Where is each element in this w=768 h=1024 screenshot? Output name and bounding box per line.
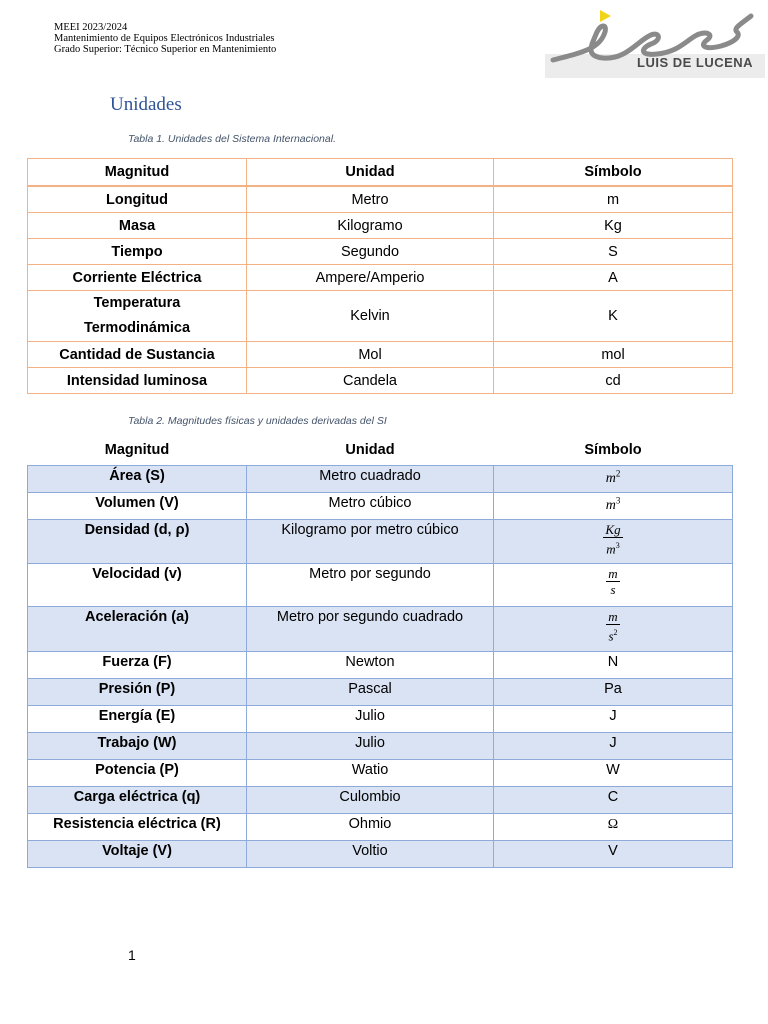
symbol-fraction: $\frac{m}{s^2}$ bbox=[608, 609, 618, 644]
header-course-year: MEEI 2023/2024 bbox=[54, 22, 128, 33]
magnitude-line: Termodinámica bbox=[83, 320, 191, 336]
symbol-cell: mol bbox=[494, 342, 733, 368]
unit-cell: Metro por segundo bbox=[247, 564, 494, 607]
magnitude-cell: Presión (P) bbox=[28, 679, 247, 706]
symbol-cell: J bbox=[494, 733, 733, 760]
table-row bbox=[28, 733, 733, 760]
unit-cell: Ampere/Amperio bbox=[247, 265, 494, 291]
symbol-cell: W bbox=[494, 760, 733, 787]
magnitude-cell bbox=[28, 291, 247, 342]
magnitude-cell: Resistencia eléctrica (R) bbox=[28, 814, 247, 841]
unit-cell: Candela bbox=[247, 368, 494, 394]
unit-cell: Julio bbox=[247, 733, 494, 760]
unit-cell: Ohmio bbox=[247, 814, 494, 841]
column-header: Magnitud bbox=[28, 159, 247, 187]
table-row bbox=[28, 342, 733, 368]
symbol-cell: Kg bbox=[494, 213, 733, 239]
magnitude-cell: Velocidad (v) bbox=[28, 564, 247, 607]
magnitude-cell: Intensidad luminosa bbox=[28, 368, 247, 394]
unit-cell: Culombio bbox=[247, 787, 494, 814]
table-row bbox=[28, 213, 733, 239]
magnitude-cell: Corriente Eléctrica bbox=[28, 265, 247, 291]
symbol-fraction: $\frac{m}{s}$ bbox=[608, 566, 618, 597]
table-row bbox=[28, 607, 733, 652]
unit-cell: Metro bbox=[247, 186, 494, 213]
magnitude-cell: Potencia (P) bbox=[28, 760, 247, 787]
table-row bbox=[28, 265, 733, 291]
magnitude-cell: Trabajo (W) bbox=[28, 733, 247, 760]
symbol-cell bbox=[494, 466, 733, 493]
column-header: Unidad bbox=[247, 159, 494, 187]
symbol-cell bbox=[494, 493, 733, 520]
symbol-cell: S bbox=[494, 239, 733, 265]
table-row bbox=[28, 652, 733, 679]
unit-cell: Metro por segundo cuadrado bbox=[247, 607, 494, 652]
column-header: Magnitud bbox=[104, 442, 170, 458]
unit-cell: Julio bbox=[247, 706, 494, 733]
table1-caption: Tabla 1. Unidades del Sistema Internacional. bbox=[128, 133, 336, 145]
table-row bbox=[28, 186, 733, 213]
symbol-cell: cd bbox=[494, 368, 733, 394]
magnitude-cell: Carga eléctrica (q) bbox=[28, 787, 247, 814]
page-number: 1 bbox=[128, 947, 136, 963]
unit-cell: Metro cuadrado bbox=[247, 466, 494, 493]
unit-cell: Segundo bbox=[247, 239, 494, 265]
column-header: Símbolo bbox=[494, 159, 733, 187]
symbol-cell bbox=[494, 814, 733, 841]
unit-cell: Mol bbox=[247, 342, 494, 368]
symbol-cell bbox=[494, 520, 733, 564]
symbol-cell: J bbox=[494, 706, 733, 733]
header-module-name: Mantenimiento de Equipos Electrónicos Industriales bbox=[54, 33, 275, 44]
magnitude-cell: Aceleración (a) bbox=[28, 607, 247, 652]
magnitude-cell: Densidad (d, ρ) bbox=[28, 520, 247, 564]
symbol-cell: C bbox=[494, 787, 733, 814]
table-row bbox=[28, 787, 733, 814]
symbol-cell: Pa bbox=[494, 679, 733, 706]
magnitude-cell: Fuerza (F) bbox=[28, 652, 247, 679]
symbol-cell bbox=[494, 564, 733, 607]
unit-cell: Voltio bbox=[247, 841, 494, 868]
symbol-formula: $m^2$ bbox=[605, 468, 621, 486]
logo-text: LUIS DE LUCENA bbox=[637, 55, 754, 70]
si-units-table bbox=[27, 158, 733, 394]
magnitude-cell: Tiempo bbox=[28, 239, 247, 265]
table-row bbox=[28, 679, 733, 706]
table-header-row bbox=[28, 435, 733, 466]
magnitude-cell: Voltaje (V) bbox=[28, 841, 247, 868]
symbol-cell: A bbox=[494, 265, 733, 291]
table-row bbox=[28, 493, 733, 520]
table-row bbox=[28, 814, 733, 841]
unit-cell: Kilogramo bbox=[247, 213, 494, 239]
unit-cell: Pascal bbox=[247, 679, 494, 706]
table-row bbox=[28, 841, 733, 868]
unit-cell: Newton bbox=[247, 652, 494, 679]
symbol-cell: V bbox=[494, 841, 733, 868]
symbol-cell bbox=[494, 607, 733, 652]
section-title: Unidades bbox=[110, 94, 182, 115]
table-row bbox=[28, 520, 733, 564]
derived-units-table bbox=[27, 435, 733, 868]
symbol-fraction: $\frac{Kg}{m^3}$ bbox=[605, 522, 621, 557]
magnitude-cell: Masa bbox=[28, 213, 247, 239]
table-row bbox=[28, 466, 733, 493]
unit-cell: Kilogramo por metro cúbico bbox=[247, 520, 494, 564]
unit-cell: Kelvin bbox=[247, 291, 494, 342]
table-row bbox=[28, 291, 733, 342]
table-row bbox=[28, 368, 733, 394]
magnitude-line: Temperatura bbox=[93, 295, 181, 311]
magnitude-cell: Energía (E) bbox=[28, 706, 247, 733]
magnitude-cell: Longitud bbox=[28, 186, 247, 213]
ohm-symbol: Ω bbox=[607, 817, 619, 832]
table-row bbox=[28, 239, 733, 265]
table-row bbox=[28, 760, 733, 787]
table2-caption: Tabla 2. Magnitudes físicas y unidades derivadas del SI bbox=[128, 415, 387, 427]
column-header: Símbolo bbox=[584, 442, 642, 458]
symbol-cell: K bbox=[494, 291, 733, 342]
column-header: Unidad bbox=[345, 442, 395, 458]
symbol-cell: N bbox=[494, 652, 733, 679]
symbol-cell: m bbox=[494, 186, 733, 213]
header-grade: Grado Superior: Técnico Superior en Mantenimiento bbox=[54, 44, 277, 55]
document-header bbox=[54, 22, 276, 55]
magnitude-cell: Área (S) bbox=[28, 466, 247, 493]
unit-cell: Watio bbox=[247, 760, 494, 787]
symbol-formula: $m^3$ bbox=[605, 495, 621, 513]
table-row bbox=[28, 706, 733, 733]
school-logo bbox=[545, 2, 765, 78]
table-header-row bbox=[28, 159, 733, 187]
magnitude-cell: Volumen (V) bbox=[28, 493, 247, 520]
magnitude-cell: Cantidad de Sustancia bbox=[28, 342, 247, 368]
table-row bbox=[28, 564, 733, 607]
unit-cell: Metro cúbico bbox=[247, 493, 494, 520]
